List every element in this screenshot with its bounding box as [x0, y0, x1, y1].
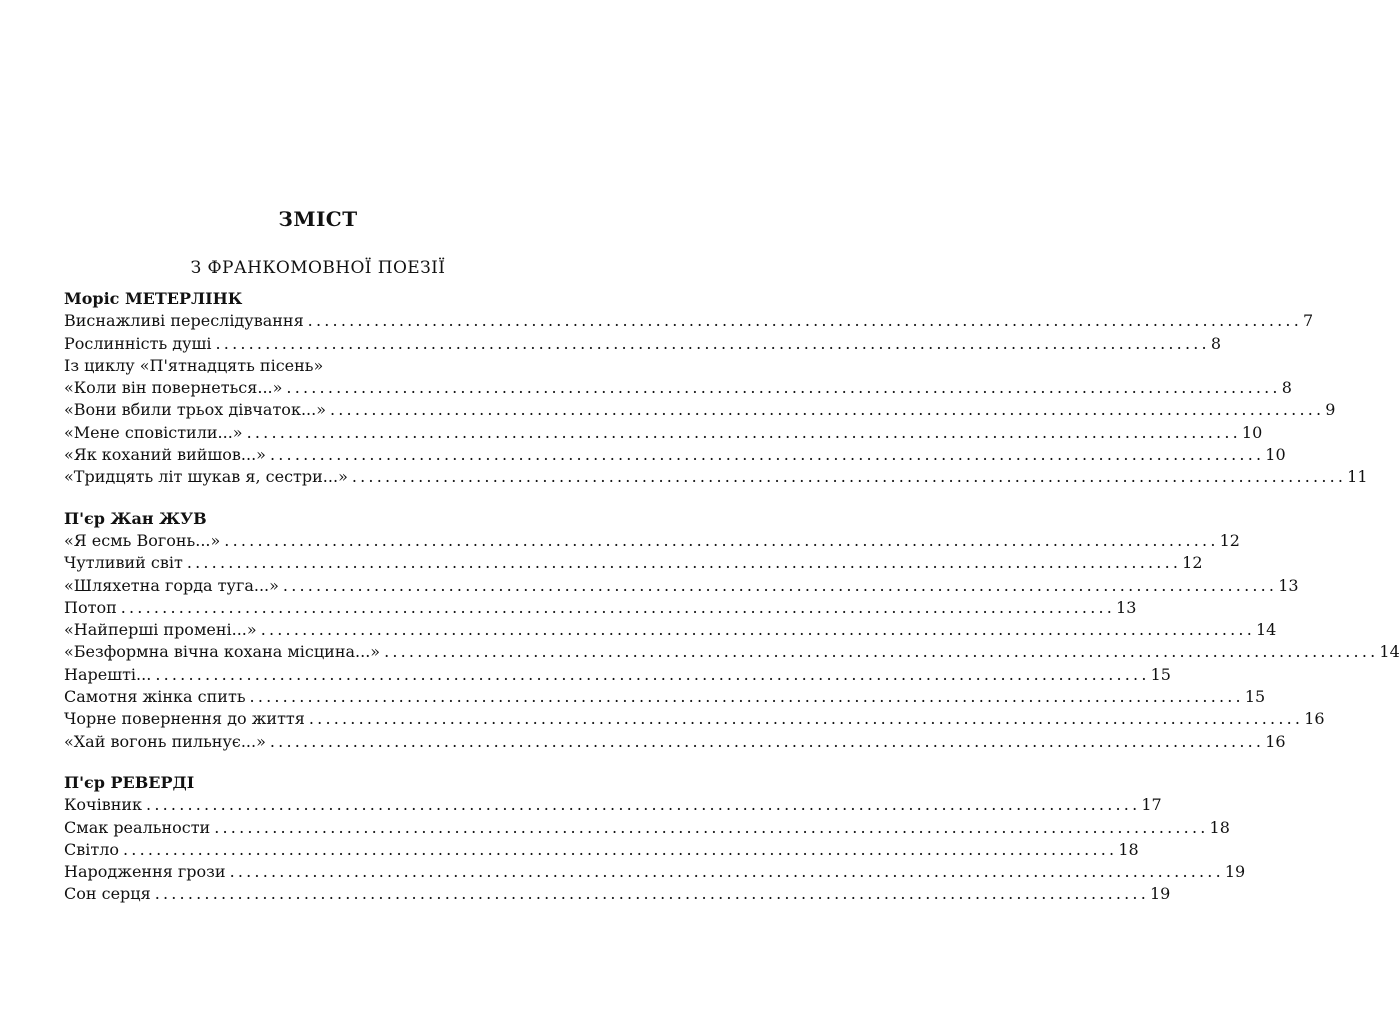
leader-dots: ........................................................................................................................: [224, 530, 1219, 550]
entry-title: Смак реальности: [64, 817, 211, 837]
entry-page: 16: [1265, 731, 1286, 751]
toc-entry: [64, 664, 1171, 686]
entry-title: Сон серця: [64, 884, 151, 904]
leader-dots: ........................................................................................................................: [286, 378, 1281, 398]
entry-title: Самотня жінка спить: [64, 687, 246, 707]
entry-title: «Найперші промені...»: [64, 620, 257, 640]
entry-page: 10: [1265, 445, 1286, 465]
entry-title: «Мене сповістили...»: [64, 422, 243, 442]
section-title: З ФРАНКОМОВНОЇ ПОЕЗІЇ: [190, 258, 446, 278]
toc-entry: [64, 466, 1368, 488]
leader-dots: ........................................................................................................................: [146, 795, 1141, 815]
entry-title: Чутливий світ: [64, 553, 183, 573]
toc-entry: [64, 444, 1286, 466]
entry-page: 12: [1182, 553, 1203, 573]
table-of-contents: [64, 288, 1400, 906]
entry-page: 18: [1118, 839, 1139, 859]
leader-dots: ........................................................................................................................: [120, 597, 1116, 617]
toc-entry: [64, 333, 1221, 355]
entry-title: Потоп: [64, 597, 117, 617]
entry-title: «Як коханий вийшов...»: [64, 445, 266, 465]
leader-dots: ........................................................................................................................: [260, 620, 1255, 640]
leader-dots: ........................................................................................................................: [123, 839, 1118, 859]
leader-dots: ........................................................................................................................: [229, 862, 1224, 882]
entry-page: 18: [1209, 817, 1230, 837]
entry-title: Народження грози: [64, 862, 226, 882]
leader-dots: ........................................................................................................................: [215, 333, 1210, 353]
leader-dots: ........................................................................................................................: [351, 467, 1347, 487]
entry-title: Кочівник: [64, 795, 143, 815]
entry-page: 11: [1347, 467, 1368, 487]
entry-title: «Хай вогонь пильнує...»: [64, 731, 266, 751]
entry-title: Виснажливі переслідування: [64, 311, 304, 331]
toc-entry: [64, 731, 1286, 753]
leader-dots: ........................................................................................................................: [329, 400, 1325, 420]
leader-dots: ........................................................................................................................: [308, 709, 1304, 729]
spacer: [64, 753, 572, 772]
entry-page: 8: [1281, 378, 1292, 398]
entry-page: 10: [1241, 422, 1263, 442]
leader-dots: ........................................................................................................................: [155, 664, 1150, 684]
toc-entry: [64, 310, 1314, 332]
entry-page: 7: [1302, 311, 1314, 331]
toc-entry: [64, 597, 1137, 619]
entry-title: Рослинність душі: [64, 333, 212, 353]
toc-entry: [64, 817, 1230, 839]
entry-page: 13: [1278, 575, 1299, 595]
leader-dots: ........................................................................................................................: [154, 884, 1149, 904]
entry-page: 15: [1150, 664, 1171, 684]
entry-title: «Тридцять літ шукав я, сестри...»: [64, 467, 348, 487]
entry-page: 12: [1219, 530, 1240, 550]
toc-entry: [64, 861, 1246, 883]
toc-entry: [64, 794, 1162, 816]
leader-dots: ........................................................................................................................: [269, 445, 1265, 465]
entry-page: 19: [1150, 884, 1171, 904]
entry-page: 9: [1325, 400, 1336, 420]
toc-entry: [64, 708, 1325, 730]
entry-title: «Коли він повернеться...»: [64, 378, 283, 398]
entry-title: «Я есмь Вогонь...»: [64, 530, 221, 550]
entry-title: Світло: [64, 839, 120, 859]
entry-page: 14: [1379, 642, 1400, 662]
toc-entry: [64, 839, 1139, 861]
author-heading: П'єр РЕВЕРДІ: [64, 772, 195, 792]
leader-dots: ........................................................................................................................: [214, 817, 1209, 837]
toc-entry: [64, 575, 1299, 597]
leader-dots: ........................................................................................................................: [307, 311, 1302, 331]
toc-entry: [64, 883, 1171, 905]
entry-page: 17: [1141, 795, 1162, 815]
leader-dots: ........................................................................................................................: [186, 553, 1182, 573]
toc-entry: [64, 377, 1292, 399]
entry-page: 13: [1116, 597, 1137, 617]
toc-entry: [64, 552, 1203, 574]
entry-page: 19: [1224, 862, 1246, 882]
cycle-subheading: Із циклу «П'ятнадцять пісень»: [64, 355, 324, 375]
leader-dots: ........................................................................................................................: [249, 687, 1244, 707]
toc-entry: [64, 686, 1266, 708]
toc-entry: [64, 619, 1277, 641]
leader-dots: ........................................................................................................................: [384, 642, 1379, 662]
toc-entry: [64, 399, 1336, 421]
author-heading: П'єр Жан ЖУВ: [64, 508, 207, 528]
page-title: ЗМІСТ: [278, 207, 358, 231]
entry-page: 8: [1210, 333, 1221, 353]
leader-dots: ........................................................................................................................: [246, 422, 1241, 442]
author-heading: Моріс МЕТЕРЛІНК: [64, 289, 243, 308]
entry-page: 14: [1256, 620, 1277, 640]
entry-title: «Безформна вічна кохана місцина...»: [64, 642, 381, 662]
leader-dots: ........................................................................................................................: [269, 731, 1265, 751]
entry-title: «Вони вбили трьох дівчаток...»: [64, 400, 326, 420]
toc-entry: [64, 530, 1240, 552]
entry-title: Чорне повернення до життя: [64, 709, 305, 729]
toc-entry: [64, 641, 1400, 663]
spacer: [64, 489, 572, 508]
entry-title: Нарешті...: [64, 664, 152, 684]
entry-page: 16: [1304, 709, 1325, 729]
entry-title: «Шляхетна горда туга...»: [64, 575, 279, 595]
leader-dots: ........................................................................................................................: [282, 575, 1278, 595]
toc-entry: [64, 422, 1263, 444]
entry-page: 15: [1244, 687, 1266, 707]
